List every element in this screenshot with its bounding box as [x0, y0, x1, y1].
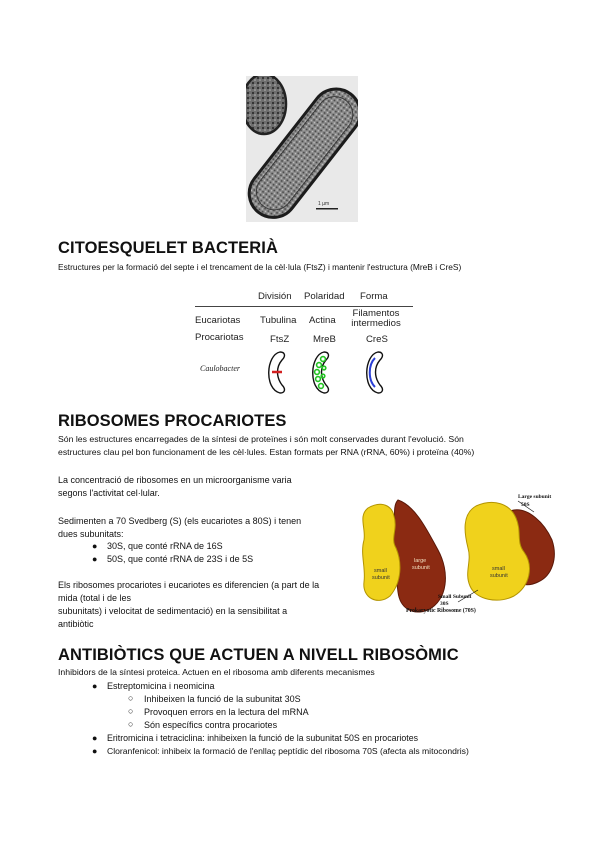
ribosomes-diff-1: Els ribosomes procariotes i eucariotes es diferencien (a part de la [58, 580, 320, 590]
large-inner-label-2: subunit [412, 565, 430, 571]
bullet-dot-icon: ● [92, 733, 98, 743]
antibiotic-subitem-2 [128, 706, 548, 719]
euc-division: Tubulina [260, 315, 297, 326]
pro-forma: CreS [366, 334, 388, 345]
euc-polaridad: Actina [309, 315, 336, 326]
bullet-text: Són específics contra procariotes [144, 720, 278, 730]
large-subunit-label-1: Large subunit [518, 494, 552, 500]
row-caulobacter: Caulobacter [200, 364, 240, 373]
bullet-text: Inhibeixen la funció de la subunitat 30S [144, 694, 301, 704]
ribosomes-diff-3: subunitats) i velocitat de sedimentació) en la sensibilitat a [58, 606, 288, 616]
ribosomes-concentration-1: La concentració de ribosomes en un microorganisme varia [58, 475, 292, 485]
row-procariotas: Procariotas [195, 332, 244, 343]
col-polaridad: Polaridad [304, 291, 345, 302]
bullet-text: 30S, que conté rRNA de 16S [107, 541, 223, 551]
bullet-text: Estreptomicina i neomicina [107, 681, 215, 691]
small-inner-label-2: subunit [372, 575, 390, 581]
ribosomes-intro-2: estructures clau pel bon funcionament de les cèl·lules. Estan formats per RNA (rRNA, 60%) i proteïna (40%) [58, 447, 475, 457]
small-inner-label-1: small [374, 568, 387, 574]
section-title-antibiotics: ANTIBIÒTICS QUE ACTUEN A NIVELL RIBOSÒMIC [58, 646, 459, 664]
bullet-dot-icon: ● [92, 554, 98, 564]
scale-bar-label: 1 µm [318, 201, 330, 207]
small-right-label-2: subunit [490, 573, 508, 579]
bullet-circle-icon: ○ [128, 706, 134, 716]
bullet-dot-icon: ● [92, 541, 98, 551]
row-eucariotas: Eucariotas [195, 315, 241, 326]
subunit-bullet-30s [92, 540, 352, 553]
ribosome-caption: Prokaryotic Ribosome (70S) [406, 608, 476, 614]
bullet-circle-icon: ○ [128, 693, 134, 703]
antibiotic-item-erythromycin [92, 732, 572, 745]
section-text-citoesquelet: Estructures per la formació del septe i el trencament de la cèl·lula (FtsZ) i mantenir l'estructura (MreB i CreS) [58, 262, 462, 272]
ribosomes-concentration-2: segons l'activitat cel·lular. [58, 488, 160, 498]
large-subunit-label-2: 50S [521, 502, 530, 508]
section-title-citoesquelet: CITOESQUELET BACTERIÀ [58, 239, 278, 257]
bullet-text: Cloranfenicol: inhibeix la formació de l'enllaç peptídic del ribosoma 70S (afecta als mitocondris) [107, 746, 469, 756]
antibiotic-subitem-1 [128, 693, 548, 706]
small-right-label-1: small [492, 566, 505, 572]
pro-polaridad: MreB [313, 334, 336, 345]
small-subunit-caption-2: 30S [440, 601, 449, 607]
bullet-text: Eritromicina i tetraciclina: inhibeixen la funció de la subunitat 50S en procariotes [107, 733, 418, 743]
col-division: División [258, 291, 292, 302]
bullet-dot-icon: ● [92, 746, 98, 756]
antibiotic-item-streptomycin [92, 680, 552, 693]
antibiotic-item-chloramphenicol [92, 745, 592, 758]
cytoskeleton-table [190, 285, 420, 405]
ribosomes-sediment-2: dues subunitats: [58, 529, 124, 539]
caulobacter-shapes [190, 285, 420, 405]
bullet-dot-icon: ● [92, 681, 98, 691]
ribosomes-diff-2: mida (total i de les [58, 593, 132, 603]
subunit-bullet-50s [92, 553, 352, 566]
bacteria-micrograph [246, 76, 358, 222]
ribosomes-intro-1: Són les estructures encarregades de la síntesi de proteïnes i són molt conservades durant l'evolució. Són [58, 434, 464, 444]
bullet-circle-icon: ○ [128, 719, 134, 729]
small-subunit-caption-1: Small Subunit [438, 594, 472, 600]
euc-forma-1: Filamentos [352, 308, 400, 319]
ribosomes-sediment-1: Sedimenten a 70 Svedberg (S) (els eucariotes a 80S) i tenen [58, 516, 302, 526]
bullet-text: 50S, que conté rRNA de 23S i de 5S [107, 554, 254, 564]
bullet-text: Provoquen errors en la lectura del mRNA [144, 707, 309, 717]
antibiotic-subitem-3 [128, 719, 548, 732]
ribosomes-diff-4: antibiòtic [58, 619, 94, 629]
pro-division: FtsZ [270, 334, 290, 345]
antibiotics-intro: Inhibidors de la síntesi proteica. Actuen en el ribosoma amb diferents mecanismes [58, 667, 375, 677]
euc-forma-2: intermedios [351, 318, 401, 329]
ribosome-figure [358, 492, 558, 620]
section-title-ribosomes: RIBOSOMES PROCARIOTES [58, 412, 287, 430]
col-forma: Forma [360, 291, 388, 302]
large-inner-label-1: large [414, 558, 427, 564]
